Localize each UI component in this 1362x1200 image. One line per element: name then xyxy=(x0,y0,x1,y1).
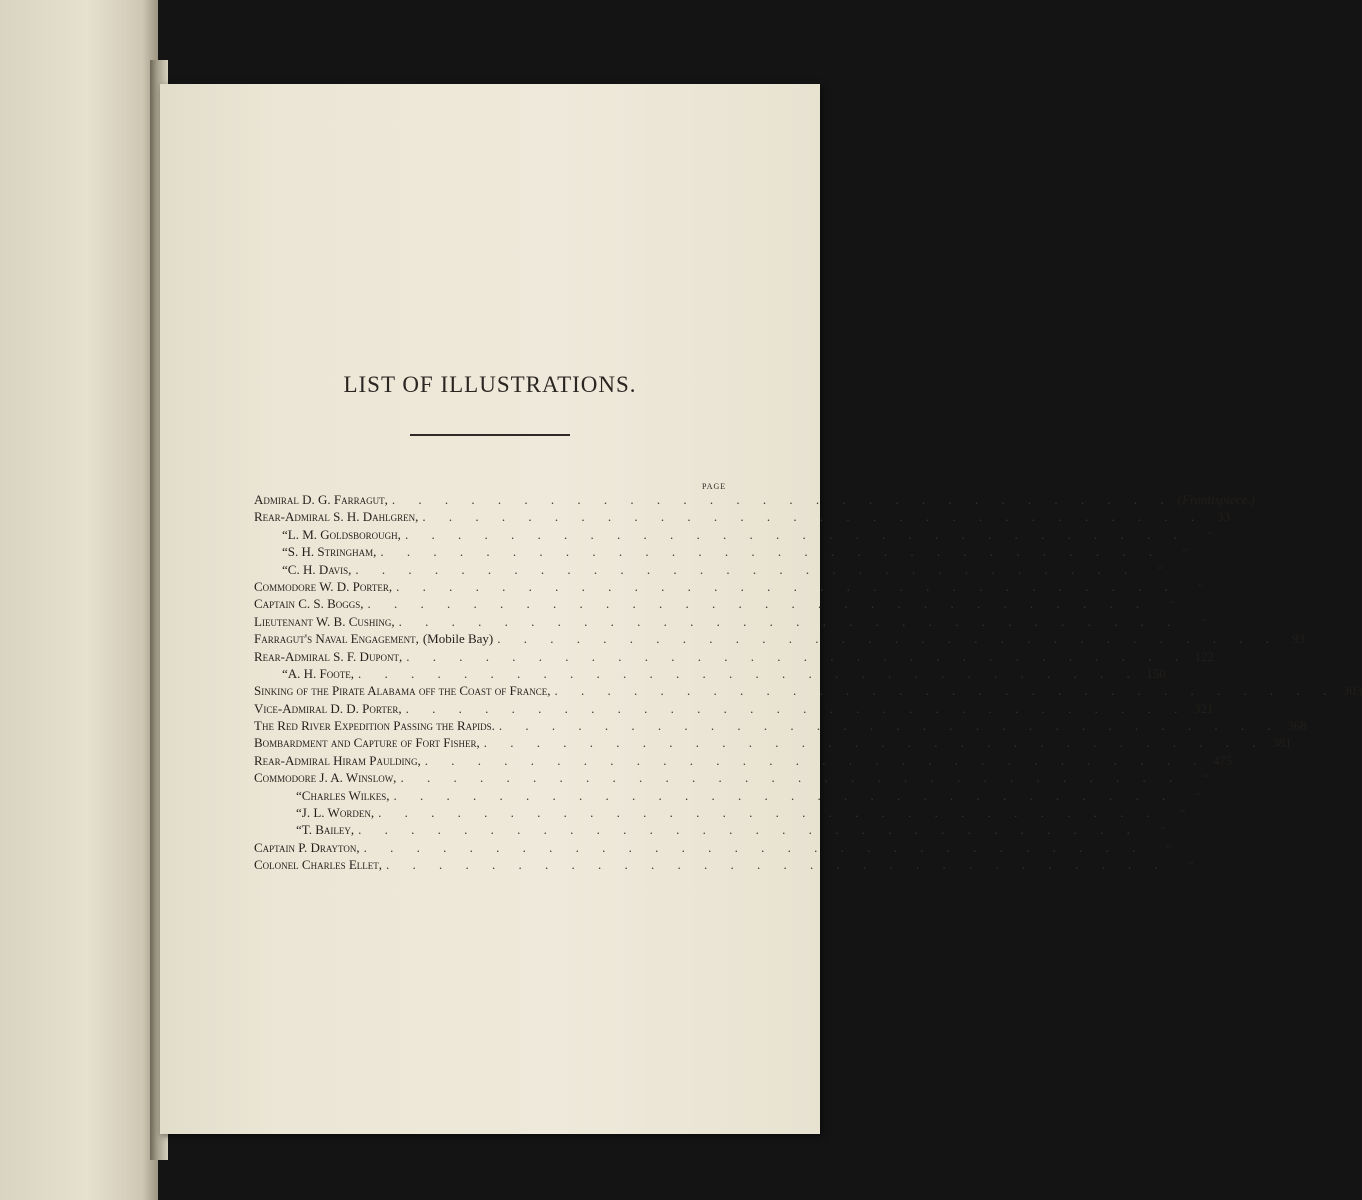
entry-page: (Frontispiece.) xyxy=(1177,492,1255,507)
ditto-mark: “ xyxy=(282,526,288,542)
entry-name: Vice-Admiral D. D. Porter, xyxy=(254,700,402,716)
ditto-mark: “ xyxy=(282,544,288,560)
list-item xyxy=(254,718,1307,735)
list-item xyxy=(254,700,1214,718)
entry-name: A. H. Foote, xyxy=(287,665,355,681)
dot-leader: . . . . . . . . . . . . . . . . . . . . . . . . . . . . . . xyxy=(404,526,1187,542)
list-item xyxy=(254,735,1292,752)
entry-page: “ xyxy=(1157,561,1164,577)
entry-name: Rear-Admiral S. H. Dahlgren, xyxy=(254,509,419,525)
ditto-mark: “ xyxy=(282,665,288,681)
entry-page: “ xyxy=(1160,822,1166,838)
entry-page: “ xyxy=(1180,805,1186,821)
dot-leader: . . . . . . . . . . . . . . . . . . . . . . . . . . . . . . xyxy=(367,596,1150,612)
list-item xyxy=(254,578,1204,596)
list-item xyxy=(254,526,1213,544)
entry-page: “ xyxy=(1206,526,1213,542)
illustrations-list xyxy=(254,492,1362,875)
list-item xyxy=(254,683,1362,700)
entry-name: Colonel Charles Ellet, xyxy=(254,857,383,873)
dot-leader: . . . . . . . . . . . . . . . . . . . . . . . . . . . . . . xyxy=(386,857,1168,873)
entry-page: “ xyxy=(1169,596,1176,612)
list-item xyxy=(254,631,1305,648)
entry-page: 321 xyxy=(1193,700,1214,716)
list-item xyxy=(254,596,1176,613)
ditto-mark: “ xyxy=(296,805,302,821)
entry-page: 150 xyxy=(1146,665,1166,681)
entry-page: “ xyxy=(1200,613,1207,629)
entry-name: Admiral D. G. Farragut, xyxy=(254,492,388,507)
entry-page: 368 xyxy=(1287,718,1307,734)
entry-page: “ xyxy=(1188,857,1194,873)
entry-name: Bombardment and Capture of Fort Fisher, xyxy=(254,735,480,751)
entry-page: 475 xyxy=(1213,752,1233,768)
list-item xyxy=(254,770,1209,787)
dot-leader: . . . . . . . . . . . . . . . . . . . . . . . . . . . . . . xyxy=(498,718,1281,734)
entry-name: Captain C. S. Boggs, xyxy=(254,596,364,612)
entry-name: Rear-Admiral Hiram Paulding, xyxy=(254,752,421,768)
dot-leader: . . . . . . . . . . . . . . . . . . . . . . . . . . . . . . xyxy=(422,509,1205,525)
list-item xyxy=(254,492,1255,509)
entry-name: Lieutenant W. B. Cushing, xyxy=(254,613,395,629)
list-item xyxy=(254,822,1166,839)
entry-name: S. H. Stringham, xyxy=(287,544,377,560)
dot-leader: . . . . . . . . . . . . . . . . . . . . . . . . . . . . . . xyxy=(363,839,1146,855)
entry-page: 303 xyxy=(1342,683,1362,699)
list-item xyxy=(254,561,1164,579)
dot-leader: . . . . . . . . . . . . . . . . . . . . . . . . . . . . . . xyxy=(405,700,1188,716)
entry-page: 122 xyxy=(1194,648,1214,664)
entry-name: T. Bailey, xyxy=(301,822,355,838)
left-page xyxy=(0,0,158,1200)
dot-leader: . . . . . . . . . . . . . . . . . . . . . . . . . . . . . . xyxy=(378,805,1160,821)
dot-leader: . . . . . . . . . . . . . . . . . . . . . . . . . . . . . . xyxy=(554,683,1337,699)
list-item xyxy=(254,839,1172,857)
entry-page: 381 xyxy=(1272,735,1292,751)
list-item xyxy=(254,752,1233,770)
list-item xyxy=(254,613,1207,631)
entry-name: J. L. Worden, xyxy=(301,805,375,821)
ditto-mark: “ xyxy=(282,561,288,577)
entry-page: “ xyxy=(1195,787,1202,803)
dot-leader: . . . . . . . . . . . . . . . . . . . . . . . . . . . . . . xyxy=(406,648,1188,664)
dot-leader: . . . . . . . . . . . . . . . . . . . . . . . . . . . . . . xyxy=(358,665,1140,681)
entry-page: 93 xyxy=(1291,631,1305,647)
entry-name: L. M. Goldsborough, xyxy=(287,526,401,542)
dot-leader: . . . . . . . . . . . . . . . . . . . . . . . . . . . . . . xyxy=(380,544,1163,560)
entry-page: “ xyxy=(1198,578,1204,594)
dot-leader: . . . . . . . . . . . . . . . . . . . . . . . . . . . . . . xyxy=(424,752,1207,768)
list-item xyxy=(254,857,1194,874)
list-item xyxy=(254,544,1189,561)
entry-name: Commodore J. A. Winslow, xyxy=(254,770,397,786)
list-item xyxy=(254,648,1214,666)
entry-name: Commodore W. D. Porter, xyxy=(254,578,393,594)
dot-leader: . . . . . . . . . . . . . . . . . . . . . . . . . . . . . . xyxy=(393,787,1176,803)
right-page xyxy=(160,84,1362,1134)
page-column-header: PAGE xyxy=(702,482,727,491)
entry-name: Farragut's Naval Engagement, xyxy=(254,631,419,647)
list-item xyxy=(254,509,1231,526)
entry-page: “ xyxy=(1182,544,1189,560)
list-item xyxy=(254,787,1202,805)
dot-leader: . . . . . . . . . . . . . . . . . . . . . . . . . . . . . . xyxy=(497,631,1279,647)
entry-name: Captain P. Drayton, xyxy=(254,839,360,855)
dot-leader: . . . . . . . . . . . . . . . . . . . . . . . . . . . . . . xyxy=(355,561,1138,577)
entry-page: 33 xyxy=(1217,509,1231,525)
entry-name: Rear-Admiral S. F. Dupont, xyxy=(254,648,403,664)
entry-page: “ xyxy=(1202,770,1209,786)
entry-location: (Mobile Bay) xyxy=(422,631,494,647)
list-item xyxy=(254,805,1186,822)
dot-leader: . . . . . . . . . . . . . . . . . . . . . . . . . . . . . . xyxy=(483,735,1266,751)
entry-name: Charles Wilkes, xyxy=(301,787,390,803)
page-title: LIST OF ILLUSTRATIONS. xyxy=(343,372,637,397)
entry-name: C. H. Davis, xyxy=(287,561,352,577)
dot-leader: . . . . . . . . . . . . . . . . . . . . . . . . . . . . . . xyxy=(396,578,1178,594)
entry-name: Sinking of the Pirate Alabama off the Coast of France, xyxy=(254,683,551,699)
list-item xyxy=(254,665,1166,683)
dot-leader: . . . . . . . . . . . . . . . . . . . . . . . . . . . . . . xyxy=(391,492,1174,507)
dot-leader: . . . . . . . . . . . . . . . . . . . . . . . . . . . . . . xyxy=(398,613,1181,629)
title-rule xyxy=(410,434,570,436)
dot-leader: . . . . . . . . . . . . . . . . . . . . . . . . . . . . . . xyxy=(358,822,1140,838)
entry-name: The Red River Expedition Passing the Rapids. xyxy=(254,718,495,734)
ditto-mark: “ xyxy=(296,822,302,838)
dot-leader: . . . . . . . . . . . . . . . . . . . . . . . . . . . . . . xyxy=(400,770,1183,786)
entry-page: “ xyxy=(1165,839,1172,855)
ditto-mark: “ xyxy=(296,787,302,803)
